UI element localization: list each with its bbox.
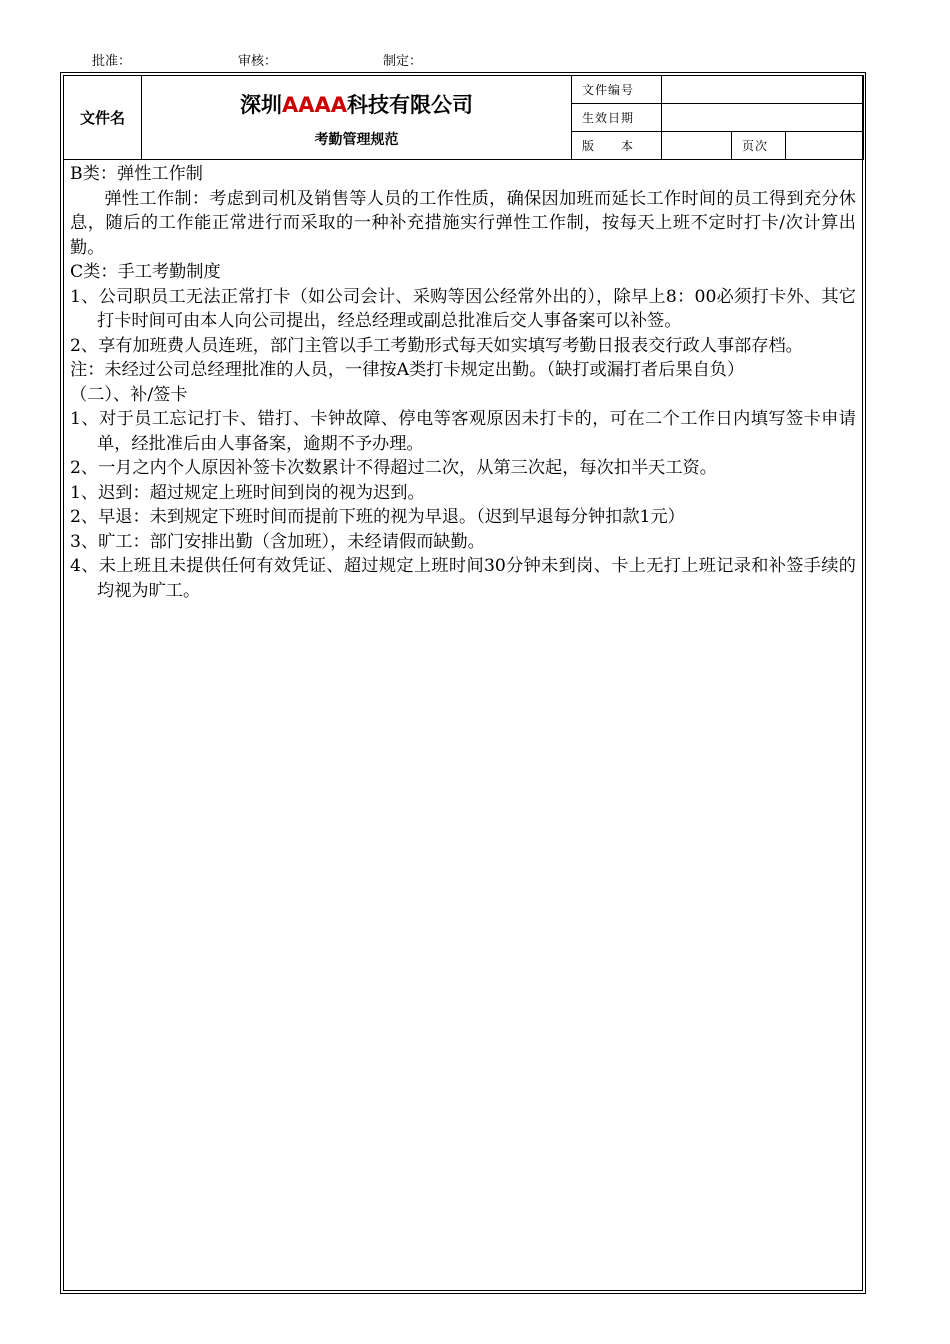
section-b-text: 弹性工作制：考虑到司机及销售等人员的工作性质，确保因加班而延长工作时间的员工得到充分休息，随后的工作能正常进行而采取的一种补充措施实行弹性工作制，按每天上班不定时打卡/次计算出勤。 (70, 188, 856, 258)
doc-number-value (662, 76, 864, 104)
company-brand: AAAA (281, 92, 347, 117)
list-item: 1、对于员工忘记打卡、错打、卡钟故障、停电等客观原因未打卡的，可在二个工作日内填写签卡申请单，经批准后由人事备案，逾期不予办理。 (70, 409, 856, 454)
document-body (70, 162, 856, 603)
company-name (142, 89, 571, 119)
doc-title: 考勤管理规范 (314, 131, 399, 148)
list-item: 3、旷工：部门安排出勤（含加班），未经请假而缺勤。 (70, 531, 485, 552)
note-text: 注：未经过公司总经理批准的人员，一律按A类打卡规定出勤。（缺打或漏打者后果自负） (70, 360, 745, 380)
document-header-table (63, 75, 864, 160)
page-value (786, 132, 864, 160)
version-value (662, 132, 732, 160)
page-label: 页次 (732, 132, 786, 160)
list-item: 2、一月之内个人原因补签卡次数累计不得超过二次，从第三次起，每次扣半天工资。 (70, 458, 717, 478)
version-label: 版 本 (572, 132, 662, 160)
title-cell (142, 76, 572, 160)
company-suffix: 科技有限公司 (347, 92, 473, 117)
list-item: 4、未上班且未提供任何有效凭证、超过规定上班时间30分钟未到岗、卡上无打上班记录和补签手续的均视为旷工。 (70, 556, 856, 601)
section-2-heading: （二）、补/签卡 (70, 384, 188, 405)
file-name-label: 文件名 (64, 76, 142, 160)
effective-date-value (662, 104, 864, 132)
company-prefix: 深圳 (239, 92, 282, 117)
review-label: 审核： (238, 54, 278, 69)
effective-date-label: 生效日期 (572, 104, 662, 132)
list-item: 2、早退：未到规定下班时间而提前下班的视为早退。（迟到早退每分钟扣款1元） (70, 507, 685, 527)
doc-number-label: 文件编号 (572, 76, 662, 104)
list-item: 1、公司职员工无法正常打卡（如公司会计、采购等因公经常外出的），除早上8：00必须打卡外、其它打卡时间可由本人向公司提出，经总经理或副总批准后交人事备案可以补签。 (70, 286, 856, 331)
list-item: 2、享有加班费人员连班，部门主管以手工考勤形式每天如实填写考勤日报表交行政人事部存档。 (70, 335, 803, 356)
approve-label: 批准： (92, 54, 132, 69)
signoff-line (0, 50, 950, 70)
section-b-heading: B类：弹性工作制 (70, 164, 203, 184)
prepare-label: 制定： (383, 54, 423, 69)
section-c-heading: C类：手工考勤制度 (70, 262, 221, 282)
list-item: 1、迟到：超过规定上班时间到岗的视为迟到。 (70, 482, 425, 503)
